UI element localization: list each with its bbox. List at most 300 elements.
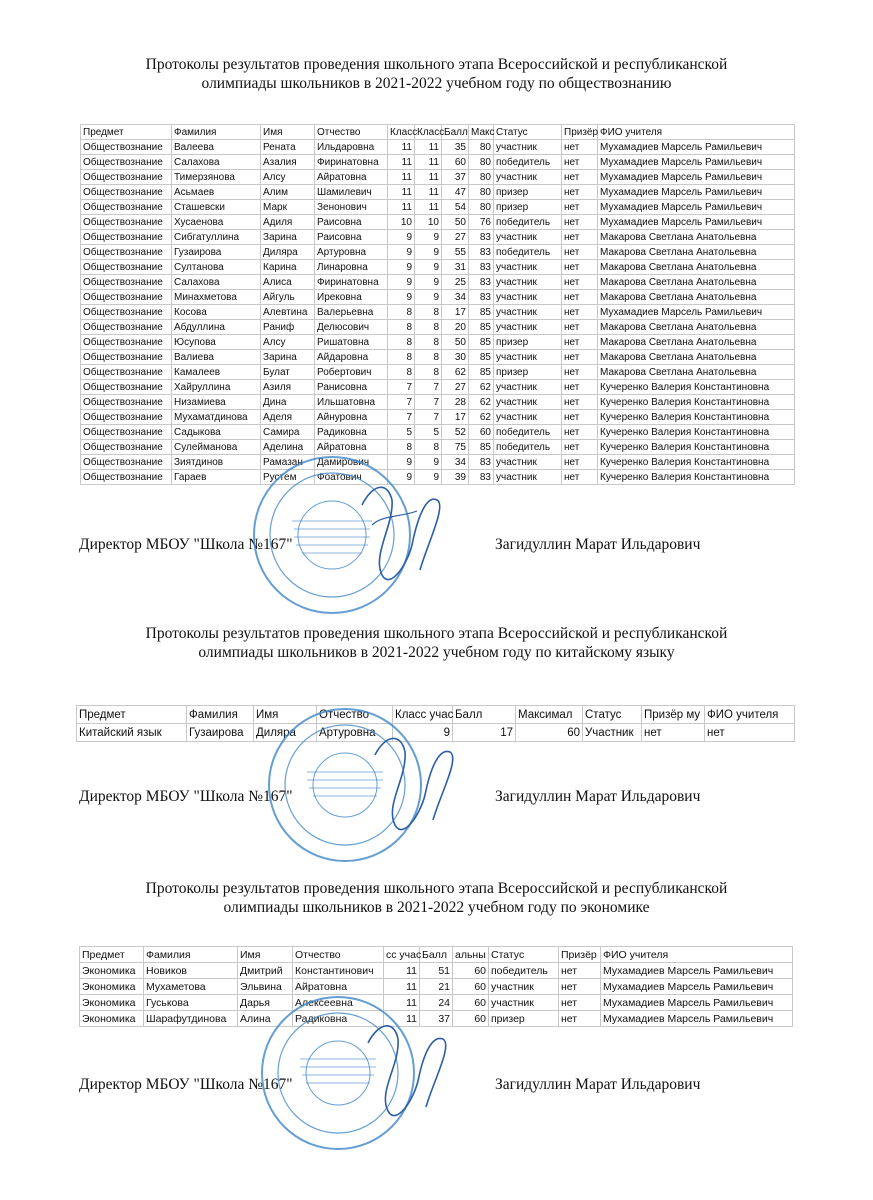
- table-cell: 11: [384, 995, 420, 1011]
- table-row: [81, 380, 795, 395]
- table-cell: Хусаенова: [172, 215, 261, 230]
- header-cell: Фамилия: [187, 706, 254, 724]
- table-cell: Зарина: [261, 350, 315, 365]
- table-cell: 11: [384, 963, 420, 979]
- table-cell: 51: [420, 963, 453, 979]
- table-row: [81, 185, 795, 200]
- table-row: [81, 350, 795, 365]
- header-cell: Имя: [261, 125, 315, 140]
- table-cell: Аделина: [261, 440, 315, 455]
- header-cell: Отчество: [317, 706, 393, 724]
- school-stamp-1: [222, 445, 462, 625]
- table-cell: Китайский язык: [77, 724, 187, 742]
- table-cell: нет: [705, 724, 795, 742]
- table-cell: Мухамадиев Марсель Рамильевич: [598, 155, 795, 170]
- table-cell: нет: [559, 995, 601, 1011]
- table-cell: 34: [442, 455, 469, 470]
- table-cell: Обществознание: [81, 425, 172, 440]
- table-cell: Зенонович: [315, 200, 388, 215]
- table-cell: Раисовна: [315, 230, 388, 245]
- header-cell: Максимал: [516, 706, 583, 724]
- table-cell: 85: [469, 320, 494, 335]
- table-cell: Эльвина: [238, 979, 293, 995]
- table-cell: Обществознание: [81, 320, 172, 335]
- table-cell: Алина: [238, 1011, 293, 1027]
- table-cell: Шамилевич: [315, 185, 388, 200]
- table-row: [81, 140, 795, 155]
- table-cell: Макарова Светлана Анатольевна: [598, 260, 795, 275]
- table-cell: 75: [442, 440, 469, 455]
- table-cell: Диляра: [261, 245, 315, 260]
- table-cell: 10: [388, 215, 415, 230]
- table-cell: Обществознание: [81, 395, 172, 410]
- table-cell: 80: [469, 140, 494, 155]
- table-cell: Диляра: [254, 724, 317, 742]
- table-cell: 62: [469, 410, 494, 425]
- table-cell: нет: [562, 410, 598, 425]
- table-cell: Валиева: [172, 350, 261, 365]
- header-cell: Имя: [254, 706, 317, 724]
- table-cell: 7: [415, 410, 442, 425]
- table-row: [80, 963, 793, 979]
- table-cell: Минахметова: [172, 290, 261, 305]
- header-cell: Класс: [388, 125, 415, 140]
- table-cell: Зиятдинов: [172, 455, 261, 470]
- table-cell: Обществознание: [81, 335, 172, 350]
- table-cell: Макарова Светлана Анатольевна: [598, 230, 795, 245]
- table-cell: Айгуль: [261, 290, 315, 305]
- section3-title-line1: Протоколы результатов проведения школьного этапа Всероссийской и республиканской: [145, 880, 728, 897]
- table-cell: участник: [494, 380, 562, 395]
- table-cell: нет: [562, 305, 598, 320]
- school-stamp-3: [228, 985, 468, 1160]
- table-cell: нет: [562, 455, 598, 470]
- table-cell: 47: [442, 185, 469, 200]
- table-cell: 7: [415, 380, 442, 395]
- header-cell: Макс: [469, 125, 494, 140]
- table-cell: Адиля: [261, 215, 315, 230]
- table-cell: нет: [562, 215, 598, 230]
- table-cell: Обществознание: [81, 410, 172, 425]
- table-cell: участник: [494, 140, 562, 155]
- director-name-3: Загидуллин Марат Ильдарович: [495, 1076, 701, 1093]
- table-cell: Участник: [583, 724, 642, 742]
- table-cell: Ришатовна: [315, 335, 388, 350]
- table-cell: Новиков: [144, 963, 238, 979]
- table-cell: Шарафутдинова: [144, 1011, 238, 1027]
- table-cell: 50: [442, 215, 469, 230]
- table-cell: 35: [442, 140, 469, 155]
- table-cell: 9: [388, 245, 415, 260]
- table-cell: Тимерзянова: [172, 170, 261, 185]
- table-cell: 9: [415, 290, 442, 305]
- table-cell: 7: [388, 380, 415, 395]
- header-cell: ФИО учителя: [601, 947, 793, 963]
- header-cell: альны: [453, 947, 489, 963]
- table-cell: 30: [442, 350, 469, 365]
- table-cell: участник: [494, 275, 562, 290]
- table-cell: 8: [388, 440, 415, 455]
- header-cell: Статус: [583, 706, 642, 724]
- table-row: [81, 170, 795, 185]
- table-cell: 9: [388, 290, 415, 305]
- section1-title: [60, 55, 813, 93]
- table-cell: участник: [489, 995, 559, 1011]
- table-cell: 62: [469, 395, 494, 410]
- table-cell: Мухамадиев Марсель Рамильевич: [598, 185, 795, 200]
- table-cell: Макарова Светлана Анатольевна: [598, 245, 795, 260]
- table-cell: 9: [388, 275, 415, 290]
- table-row: [81, 305, 795, 320]
- table-cell: 54: [442, 200, 469, 215]
- table-cell: Макарова Светлана Анатольевна: [598, 350, 795, 365]
- table-cell: участник: [494, 410, 562, 425]
- table-cell: Артуровна: [317, 724, 393, 742]
- table-cell: 60: [442, 155, 469, 170]
- table-cell: нет: [562, 350, 598, 365]
- table-cell: Кучеренко Валерия Константиновна: [598, 455, 795, 470]
- table-cell: Линаровна: [315, 260, 388, 275]
- table-cell: Обществознание: [81, 290, 172, 305]
- table-cell: Аделя: [261, 410, 315, 425]
- table-cell: нет: [562, 380, 598, 395]
- table-row: [81, 425, 795, 440]
- table-cell: 83: [469, 260, 494, 275]
- table-cell: 83: [469, 470, 494, 485]
- table-cell: 8: [388, 365, 415, 380]
- table-cell: 60: [453, 979, 489, 995]
- header-cell: ФИО учителя: [598, 125, 795, 140]
- table-cell: Рустем: [261, 470, 315, 485]
- table-cell: Экономика: [80, 1011, 144, 1027]
- table-cell: нет: [562, 275, 598, 290]
- table-cell: Зарина: [261, 230, 315, 245]
- header-cell: Отчество: [293, 947, 384, 963]
- table-cell: Ильшатовна: [315, 395, 388, 410]
- table-cell: Алим: [261, 185, 315, 200]
- section2-title-line1: Протоколы результатов проведения школьного этапа Всероссийской и республиканской: [145, 625, 728, 642]
- table-cell: победитель: [494, 215, 562, 230]
- table-cell: 11: [415, 140, 442, 155]
- table-cell: нет: [559, 963, 601, 979]
- table-cell: нет: [562, 440, 598, 455]
- table-cell: 62: [469, 380, 494, 395]
- table-cell: 60: [516, 724, 583, 742]
- table-cell: Кучеренко Валерия Константиновна: [598, 380, 795, 395]
- table-row: [81, 200, 795, 215]
- table-cell: Робертович: [315, 365, 388, 380]
- table-cell: Булат: [261, 365, 315, 380]
- table-cell: участник: [494, 260, 562, 275]
- table-cell: Юсупова: [172, 335, 261, 350]
- table-cell: Обществознание: [81, 275, 172, 290]
- table-cell: 60: [469, 425, 494, 440]
- table-cell: участник: [494, 350, 562, 365]
- table-cell: Обществознание: [81, 185, 172, 200]
- section1-title-line2: олимпиады школьников в 2021-2022 учебном году по обществознанию: [201, 75, 672, 92]
- table-cell: участник: [494, 170, 562, 185]
- table-cell: Гузаирова: [172, 245, 261, 260]
- header-cell: Предмет: [77, 706, 187, 724]
- header-cell: Отчество: [315, 125, 388, 140]
- table-cell: нет: [559, 979, 601, 995]
- table-cell: 62: [442, 365, 469, 380]
- table-cell: Мухамадиев Марсель Рамильевич: [598, 140, 795, 155]
- table-cell: 8: [415, 305, 442, 320]
- table-cell: Радиковна: [293, 1011, 384, 1027]
- table-cell: участник: [494, 395, 562, 410]
- table-header-row: [81, 125, 795, 140]
- table-cell: нет: [562, 425, 598, 440]
- table-row: [81, 275, 795, 290]
- section2-title: [60, 624, 813, 662]
- table-cell: Обществознание: [81, 200, 172, 215]
- table-cell: участник: [494, 290, 562, 305]
- table-cell: нет: [562, 245, 598, 260]
- table-cell: Айратовна: [315, 440, 388, 455]
- table-cell: 83: [469, 275, 494, 290]
- header-cell: Фамилия: [172, 125, 261, 140]
- table-cell: нет: [562, 335, 598, 350]
- table-cell: Обществознание: [81, 365, 172, 380]
- table-cell: Айнуровна: [315, 410, 388, 425]
- table-cell: нет: [562, 140, 598, 155]
- table-cell: 9: [388, 470, 415, 485]
- table-cell: 76: [469, 215, 494, 230]
- table-cell: участник: [494, 230, 562, 245]
- table-cell: Артуровна: [315, 245, 388, 260]
- table-cell: Обществознание: [81, 245, 172, 260]
- table-row: [81, 230, 795, 245]
- table-cell: 83: [469, 290, 494, 305]
- table-cell: 8: [415, 365, 442, 380]
- table-cell: 85: [469, 440, 494, 455]
- table-cell: 11: [415, 170, 442, 185]
- table-cell: победитель: [494, 245, 562, 260]
- table-cell: 10: [415, 215, 442, 230]
- table-cell: призер: [494, 185, 562, 200]
- table-cell: 11: [388, 170, 415, 185]
- table-cell: Самира: [261, 425, 315, 440]
- table-cell: 9: [415, 470, 442, 485]
- header-cell: Призёр му: [642, 706, 705, 724]
- table-row: [81, 155, 795, 170]
- table-cell: победитель: [494, 440, 562, 455]
- table-cell: Макарова Светлана Анатольевна: [598, 365, 795, 380]
- table-row: [81, 260, 795, 275]
- table-cell: Ирековна: [315, 290, 388, 305]
- table-cell: 21: [420, 979, 453, 995]
- table-cell: нет: [562, 395, 598, 410]
- table-cell: Макарова Светлана Анатольевна: [598, 275, 795, 290]
- table-cell: 37: [442, 170, 469, 185]
- table-cell: нет: [562, 185, 598, 200]
- table-cell: Кучеренко Валерия Константиновна: [598, 440, 795, 455]
- table-cell: Айратовна: [315, 170, 388, 185]
- table-cell: призер: [494, 335, 562, 350]
- table-cell: нет: [562, 320, 598, 335]
- table-cell: Косова: [172, 305, 261, 320]
- table-cell: 8: [388, 335, 415, 350]
- table-cell: Обществознание: [81, 140, 172, 155]
- table-cell: Рената: [261, 140, 315, 155]
- table-cell: 7: [415, 395, 442, 410]
- table-row: [81, 320, 795, 335]
- table-cell: 83: [469, 455, 494, 470]
- table-row: [81, 365, 795, 380]
- table-cell: 7: [388, 395, 415, 410]
- table-cell: 80: [469, 200, 494, 215]
- table-cell: нет: [562, 260, 598, 275]
- table-cell: участник: [494, 320, 562, 335]
- table-cell: 8: [415, 440, 442, 455]
- table-cell: Фиринатовна: [315, 275, 388, 290]
- table-cell: 17: [442, 305, 469, 320]
- table-cell: нет: [562, 470, 598, 485]
- table-cell: Обществознание: [81, 380, 172, 395]
- table-cell: Обществознание: [81, 170, 172, 185]
- table-cell: 17: [453, 724, 516, 742]
- table-cell: Фиринатовна: [315, 155, 388, 170]
- table-cell: Валеева: [172, 140, 261, 155]
- table-cell: 9: [388, 260, 415, 275]
- table-cell: 11: [384, 979, 420, 995]
- table-cell: 9: [388, 230, 415, 245]
- table-cell: Обществознание: [81, 470, 172, 485]
- table-cell: нет: [562, 365, 598, 380]
- table-cell: 9: [415, 245, 442, 260]
- table-cell: Кучеренко Валерия Константиновна: [598, 410, 795, 425]
- table-cell: нет: [562, 200, 598, 215]
- table-cell: 31: [442, 260, 469, 275]
- header-cell: Предмет: [80, 947, 144, 963]
- table-cell: нет: [562, 155, 598, 170]
- header-cell: Балл: [420, 947, 453, 963]
- table-cell: Раисовна: [315, 215, 388, 230]
- table-cell: 27: [442, 230, 469, 245]
- header-cell: сс учас: [384, 947, 420, 963]
- table-cell: 9: [388, 455, 415, 470]
- table-row: [81, 335, 795, 350]
- table-cell: 17: [442, 410, 469, 425]
- table-cell: 9: [415, 455, 442, 470]
- table-cell: участник: [494, 305, 562, 320]
- table-cell: 11: [388, 185, 415, 200]
- table-cell: Абдуллина: [172, 320, 261, 335]
- table-cell: Низамиева: [172, 395, 261, 410]
- table-cell: 52: [442, 425, 469, 440]
- table-cell: 11: [388, 155, 415, 170]
- table-cell: 80: [469, 185, 494, 200]
- table-cell: 50: [442, 335, 469, 350]
- table-cell: 9: [415, 260, 442, 275]
- header-cell: Класс учас: [393, 706, 453, 724]
- table-cell: Дамирович: [315, 455, 388, 470]
- table-cell: Гараев: [172, 470, 261, 485]
- table-cell: Ранисовна: [315, 380, 388, 395]
- table-cell: Обществознание: [81, 155, 172, 170]
- table-row: [81, 410, 795, 425]
- table-cell: 37: [420, 1011, 453, 1027]
- section3-title-line2: олимпиады школьников в 2021-2022 учебном году по экономике: [223, 899, 650, 916]
- table-cell: Алсу: [261, 335, 315, 350]
- table-cell: нет: [559, 1011, 601, 1027]
- table-cell: победитель: [494, 425, 562, 440]
- table-cell: Мухамадиев Марсель Рамильевич: [598, 200, 795, 215]
- table-cell: Дарья: [238, 995, 293, 1011]
- header-cell: Класс: [415, 125, 442, 140]
- table-cell: Мухамадиев Марсель Рамильевич: [598, 215, 795, 230]
- table-cell: 27: [442, 380, 469, 395]
- school-stamp-2: [235, 700, 475, 870]
- header-cell: Предмет: [81, 125, 172, 140]
- table-cell: Мухаматдинова: [172, 410, 261, 425]
- header-cell: Балл: [453, 706, 516, 724]
- table-cell: Мухамадиев Марсель Рамильевич: [601, 979, 793, 995]
- table-cell: победитель: [494, 155, 562, 170]
- table-header-row: [80, 947, 793, 963]
- table-cell: Айратовна: [293, 979, 384, 995]
- table-cell: Марк: [261, 200, 315, 215]
- table-cell: 55: [442, 245, 469, 260]
- table-cell: 11: [415, 185, 442, 200]
- table-cell: Обществознание: [81, 230, 172, 245]
- table-cell: 8: [415, 320, 442, 335]
- table-cell: 8: [388, 350, 415, 365]
- table-cell: Экономика: [80, 979, 144, 995]
- table-cell: 34: [442, 290, 469, 305]
- header-cell: Балл: [442, 125, 469, 140]
- table-cell: Асьмаев: [172, 185, 261, 200]
- header-cell: Призёр: [562, 125, 598, 140]
- table-cell: 8: [415, 350, 442, 365]
- table-cell: 83: [469, 230, 494, 245]
- table-cell: Экономика: [80, 963, 144, 979]
- table-cell: Обществознание: [81, 260, 172, 275]
- results-table-social-studies: [80, 124, 795, 485]
- table-cell: победитель: [489, 963, 559, 979]
- table-cell: 9: [415, 230, 442, 245]
- table-cell: Камалеев: [172, 365, 261, 380]
- table-cell: 39: [442, 470, 469, 485]
- section3-title: [60, 879, 813, 917]
- table-cell: Обществознание: [81, 305, 172, 320]
- section2-title-line2: олимпиады школьников в 2021-2022 учебном году по китайскому языку: [198, 644, 675, 661]
- table-cell: Радиковна: [315, 425, 388, 440]
- table-cell: Дмитрий: [238, 963, 293, 979]
- table-cell: Карина: [261, 260, 315, 275]
- table-cell: нет: [562, 290, 598, 305]
- table-cell: 80: [469, 155, 494, 170]
- header-cell: Статус: [494, 125, 562, 140]
- table-cell: Салахова: [172, 155, 261, 170]
- table-cell: Экономика: [80, 995, 144, 1011]
- table-cell: 28: [442, 395, 469, 410]
- table-cell: Сташевски: [172, 200, 261, 215]
- table-cell: 85: [469, 350, 494, 365]
- section1-title-line1: Протоколы результатов проведения школьного этапа Всероссийской и республиканской: [145, 56, 728, 73]
- table-cell: 11: [388, 140, 415, 155]
- table-cell: Айдаровна: [315, 350, 388, 365]
- table-cell: Сибгатуллина: [172, 230, 261, 245]
- director-name-1: Загидуллин Марат Ильдарович: [495, 536, 701, 553]
- table-cell: Константинович: [293, 963, 384, 979]
- director-name-2: Загидуллин Марат Ильдарович: [495, 788, 701, 805]
- table-cell: Алевтина: [261, 305, 315, 320]
- table-cell: участник: [494, 470, 562, 485]
- table-cell: Макарова Светлана Анатольевна: [598, 335, 795, 350]
- table-cell: Кучеренко Валерия Константиновна: [598, 395, 795, 410]
